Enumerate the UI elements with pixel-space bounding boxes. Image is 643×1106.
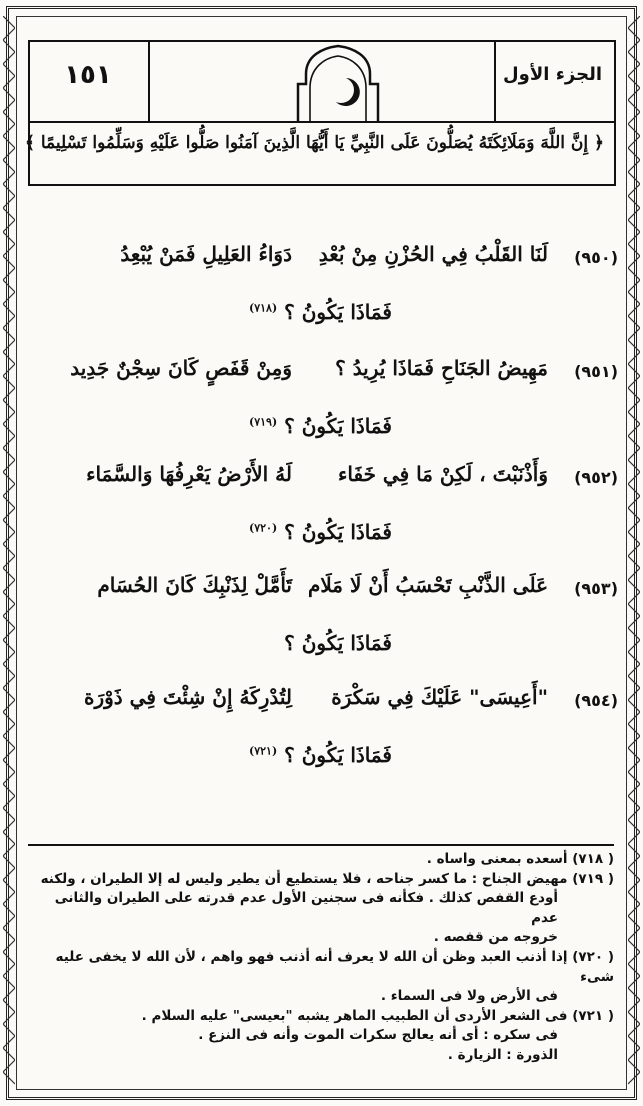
first-hemistich: عَلَى الذَّنْبِ تَحْسَبُ أَنْ لَا مَلَام [307,573,548,597]
footnote-ref: (٧١٩) [249,415,278,429]
first-hemistich: مَهِيضُ الجَنَاحِ فَمَاذَا يُرِيدُ ؟ [335,356,548,380]
footnote-line: ( ٧٢١) فى الشعر الأردى أن الطبيب الماهر يشبه "بعيسى" عليه السلام . [141,1007,614,1024]
second-hemistich: لَهُ الأَرْضُ يَعْرِفُهَا وَالسَّمَاء [86,462,292,486]
first-hemistich: "أَعِيسَى" عَلَيْكَ فِي سَكْرَة [331,685,548,709]
footnote-ref: (٧٢٠) [249,521,278,535]
footnote-line: ( ٧١٩) مهيض الجناح : ما كسر جناحه ، فلا يستطيع أن يطير وليس له إلا الطيران ، ولكنه [40,870,614,887]
second-hemistich: تَأَمَّلْ لِذَنْبِكَ كَانَ الحُسَام [97,573,292,597]
page-number: ١٥١ [64,60,112,90]
refrain-text: فَمَاذَا يَكُونُ ؟ [284,300,392,324]
footnote-continuation: خروجه من قفصه . [433,929,558,946]
stanza-number: (٩٥٣) [574,579,618,598]
refrain [284,631,392,655]
refrain [249,300,392,324]
refrain [249,520,392,544]
part-label: الجزء الأول [503,64,602,85]
footnote-continuation: فى سكره : أى أنه يعالج سكرات الموت وأنه فى النزع . [198,1027,558,1044]
footnote-line: ( ٧٢٠) إذا أذنب العبد وظن أن الله لا يعرف أنه أذنب فهو واهم ، لأن الله لا يخفى عليه شىء [55,948,614,985]
header-cell-divider [148,40,150,121]
refrain [249,743,392,767]
second-hemistich: لِتُدْرِكَهُ إِنْ شِئْتَ فِي ذَوْرَة [84,685,292,709]
refrain [249,414,392,438]
footnote-continuation: فى الأرض ولا فى السماء . [380,988,558,1005]
stanza-number: (٩٥٤) [574,691,618,710]
refrain-text: فَمَاذَا يَكُونُ ؟ [284,414,392,438]
refrain-text: فَمَاذَا يَكُونُ ؟ [284,631,392,655]
refrain-text: فَمَاذَا يَكُونُ ؟ [284,743,392,767]
refrain-text: فَمَاذَا يَكُونُ ؟ [284,520,392,544]
right-ornament-border [628,16,640,1090]
footnote-ref: (٧١٨) [249,301,278,315]
quran-verse: ﴿ إِنَّ اللَّهَ وَمَلَائِكَتَهُ يُصَلُّونَ عَلَى النَّبِيِّ يَا أَيُّهَا الَّذِينَ آمَنُوا صَلُّوا عَلَيْهِ وَسَلِّمُوا تَسْلِيمًا ﴾ [24,133,604,153]
left-ornament-border [3,16,15,1090]
footnote-ref: (٧٢١) [249,744,278,758]
stanza-number: (٩٥٢) [574,468,618,487]
footnotes [28,850,614,1066]
first-hemistich: وَأَذْنَبْتَ ، لَكِنْ مَا فِي خَفَاء [337,462,548,486]
stanza-number: (٩٥٠) [574,248,618,267]
first-hemistich: لَنَا القَلْبُ فِي الحُزْنِ مِنْ بُعْدِ [318,242,548,266]
footnote-separator [28,844,614,846]
stanza-number: (٩٥١) [574,362,618,381]
footnote-line: ( ٧١٨) أسعده بمعنى واساه . [426,851,614,867]
page-header [24,40,616,186]
second-hemistich: وَمِنْ قَفَصٍ كَانَ سِجْنٌ جَدِيد [70,356,292,380]
crescent-arch-icon [296,44,380,122]
second-hemistich: دَوَاءُ العَلِيلِ فَمَنْ يُبْعِدُ [120,242,292,266]
footnote-continuation: الذورة : الزيارة . [447,1046,558,1063]
header-cell-divider [494,40,496,121]
footnote-continuation: أودع القفص كذلك . فكأنه فى سجنين الأول عدم قدرته على الطيران والثانى عدم [54,890,558,926]
